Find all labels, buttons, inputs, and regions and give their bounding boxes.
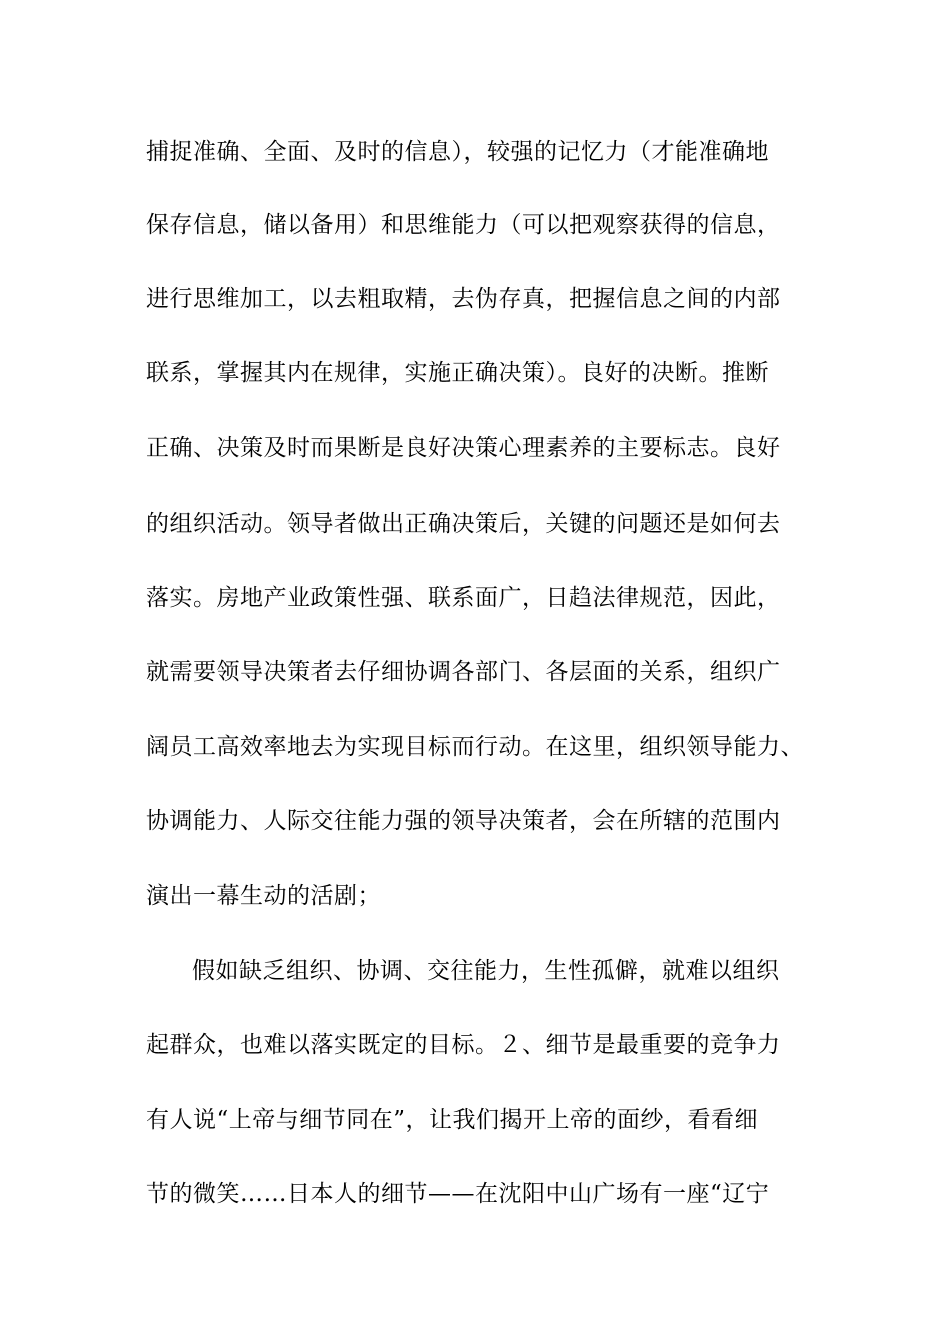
text-line: 正确、决策及时而果断是良好决策心理素养的主要标志。良好 (146, 435, 781, 461)
text-line: 就需要领导决策者去仔细协调各部门、各层面的关系，组织广 (146, 659, 781, 685)
text-line: 进行思维加工，以去粗取精，去伪存真，把握信息之间的内部 (146, 286, 781, 312)
text-line: 联系，掌握其内在规律，实施正确决策）。良好的决断。推断 (146, 360, 769, 386)
text-line: 阔员工高效率地去为实现目标而行动。在这里，组织领导能力、 (146, 734, 804, 760)
paragraph-first-line: 假如缺乏组织、协调、交往能力，生性孤僻，就难以组织 (192, 958, 780, 984)
text-line: 捕捉准确、全面、及时的信息），较强的记忆力（才能准确地 (146, 139, 769, 165)
text-line: 起群众，也难以落实既定的目标。２、细节是最重要的竞争力 (146, 1032, 781, 1058)
text-line: 有人说“上帝与细节同在”，让我们揭开上帝的面纱，看看细 (146, 1107, 759, 1133)
text-line: 落实。房地产业政策性强、联系面广，日趋法律规范，因此， (146, 585, 781, 611)
text-line: 节的微笑……日本人的细节——在沈阳中山广场有一座“辽宁 (146, 1181, 770, 1207)
text-line: 演出一幕生动的活剧； (146, 883, 381, 909)
text-line: 保存信息，储以备用）和思维能力（可以把观察获得的信息， (146, 212, 781, 238)
text-line: 的组织活动。领导者做出正确决策后，关键的问题还是如何去 (146, 511, 781, 537)
text-line: 协调能力、人际交往能力强的领导决策者，会在所辖的范围内 (146, 808, 781, 834)
